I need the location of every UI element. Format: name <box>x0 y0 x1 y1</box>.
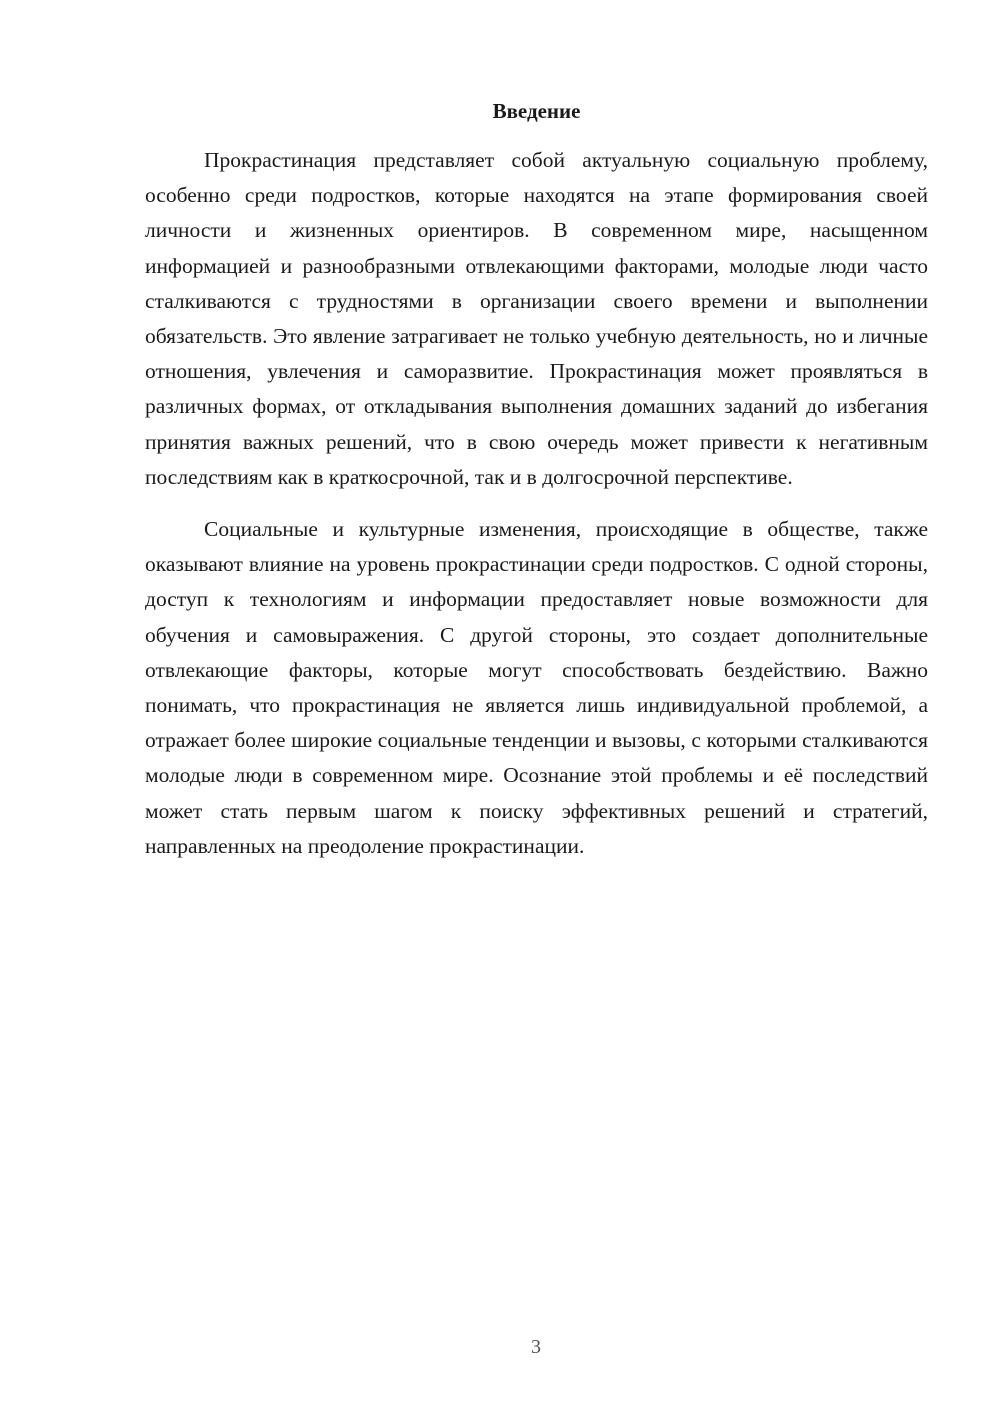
paragraph: Прокрастинация представляет собой актуальную социальную проблему, особенно среди подростков, которые находятся на этапе формирования своей личности и жизненных ориентиров. В современном мире, насыщенном информацией и разнообразными отвлекающими факторами, молодые люди часто сталкиваются с трудностями в организации своего времени и выполнении обязательств. Это явление затрагивает не только учебную деятельность, но и личные отношения, увлечения и саморазвитие. Прокрастинация может проявляться в различных формах, от откладывания выполнения домашних заданий до избегания принятия важных решений, что в свою очередь может привести к негативным последствиям как в краткосрочной, так и в долгосрочной перспективе. <box>145 148 928 489</box>
page-number: 3 <box>531 1336 541 1358</box>
body-text <box>145 143 928 864</box>
page-title: Введение <box>492 99 581 123</box>
paragraph: Социальные и культурные изменения, происходящие в обществе, также оказывают влияние на уровень прокрастинации среди подростков. С одной стороны, доступ к технологиям и информации предоставляет новые возможности для обучения и самовыражения. С другой стороны, это создает дополнительные отвлекающие факторы, которые могут способствовать бездействию. Важно понимать, что прокрастинация не является лишь индивидуальной проблемой, а отражает более широкие социальные тенденции и вызовы, с которыми сталкиваются молодые люди в современном мире. Осознание этой проблемы и её последствий может стать первым шагом к поиску эффективных решений и стратегий, направленных на преодоление прокрастинации. <box>145 517 928 858</box>
